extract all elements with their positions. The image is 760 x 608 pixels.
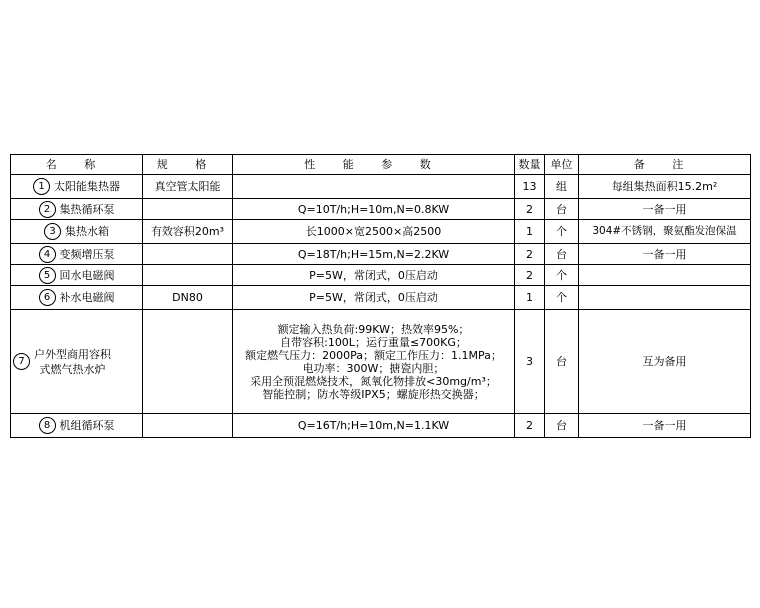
row-index-circle: 2 [39, 201, 56, 218]
table-row [11, 244, 751, 265]
table-row [11, 414, 751, 438]
cell-unit: 台 [545, 244, 579, 265]
cell-performance: P=5W，常闭式，0压启动 [233, 265, 515, 286]
equipment-name: 集热循环泵 [59, 202, 115, 216]
row-index-circle: 3 [44, 223, 61, 240]
table-row [11, 199, 751, 220]
cell-quantity: 13 [515, 175, 545, 199]
cell-spec [143, 265, 233, 286]
header-row [11, 155, 751, 175]
equipment-name: 户外型商用容积 式燃气热水炉 [34, 347, 111, 376]
cell-unit: 个 [545, 220, 579, 244]
cell-name [11, 244, 143, 265]
row-index-circle: 6 [39, 289, 56, 306]
cell-quantity: 2 [515, 414, 545, 438]
cell-remarks: 每组集热面积15.2m² [579, 175, 751, 199]
equipment-name: 机组循环泵 [59, 419, 115, 432]
cell-remarks: 304#不锈钢，聚氨酯发泡保温 [579, 220, 751, 244]
row-index-circle: 4 [39, 246, 56, 263]
performance-line: 电功率：300W；搪瓷内胆； [302, 361, 445, 375]
cell-spec: 真空管太阳能 [143, 175, 233, 199]
cell-performance: P=5W，常闭式，0压启动 [233, 286, 515, 310]
cell-spec [143, 310, 233, 414]
cell-quantity: 2 [515, 244, 545, 265]
cell-remarks: 一备一用 [579, 414, 751, 438]
cell-performance: Q=16T/h;H=10m,N=1.1KW [233, 414, 515, 438]
cell-spec: 有效容积20m³ [143, 220, 233, 244]
equipment-name: 回水电磁阀 [59, 268, 115, 282]
performance-line: 智能控制；防水等级IPX5；螺旋形热交换器； [262, 387, 485, 401]
cell-quantity: 2 [515, 265, 545, 286]
cell-remarks: 一备一用 [579, 199, 751, 220]
row-index-circle: 8 [39, 417, 56, 434]
cell-unit: 个 [545, 286, 579, 310]
cell-name [11, 310, 143, 414]
cell-performance: Q=18T/h;H=15m,N=2.2KW [233, 244, 515, 265]
performance-line: 额定输入热负荷:99KW；热效率95%； [277, 322, 470, 336]
header-remarks: 备 注 [579, 155, 751, 175]
cell-unit: 个 [545, 265, 579, 286]
cell-name [11, 286, 143, 310]
cell-name [11, 199, 143, 220]
cell-spec [143, 199, 233, 220]
table-row [11, 175, 751, 199]
cell-unit: 台 [545, 414, 579, 438]
cell-remarks: 互为备用 [579, 310, 751, 414]
performance-line: 采用全预混燃烧技术，氮氧化物排放<30mg/m³； [250, 374, 497, 388]
row-index-circle: 1 [33, 178, 50, 195]
equipment-name: 变频增压泵 [59, 247, 115, 261]
cell-remarks: 一备一用 [579, 244, 751, 265]
cell-name [11, 265, 143, 286]
performance-line: 额定燃气压力：2000Pa；额定工作压力：1.1MPa； [245, 348, 502, 362]
cell-unit: 组 [545, 175, 579, 199]
cell-unit: 台 [545, 310, 579, 414]
cell-quantity: 1 [515, 286, 545, 310]
equipment-name: 集热水箱 [65, 225, 109, 238]
cell-quantity: 1 [515, 220, 545, 244]
cell-spec [143, 414, 233, 438]
cell-spec [143, 244, 233, 265]
header-spec: 规 格 [143, 155, 233, 175]
row-index-circle: 7 [13, 353, 30, 370]
performance-line: 自带容积:100L；运行重量≤700KG； [280, 335, 467, 349]
cell-remarks [579, 286, 751, 310]
header-quantity: 数量 [515, 155, 545, 175]
cell-performance: Q=10T/h;H=10m,N=0.8KW [233, 199, 515, 220]
cell-performance [233, 310, 515, 414]
cell-name [11, 220, 143, 244]
cell-performance [233, 175, 515, 199]
cell-name [11, 175, 143, 199]
table-row [11, 220, 751, 244]
header-performance: 性 能 参 数 [233, 155, 515, 175]
table-row [11, 310, 751, 414]
cell-name [11, 414, 143, 438]
equipment-table [10, 154, 751, 438]
table-row [11, 286, 751, 310]
cell-quantity: 3 [515, 310, 545, 414]
cell-unit: 台 [545, 199, 579, 220]
equipment-name: 补水电磁阀 [59, 291, 115, 304]
header-name: 名 称 [11, 155, 143, 175]
row-index-circle: 5 [39, 267, 56, 284]
cell-spec: DN80 [143, 286, 233, 310]
cell-performance: 长1000×宽2500×高2500 [233, 220, 515, 244]
header-unit: 单位 [545, 155, 579, 175]
cell-quantity: 2 [515, 199, 545, 220]
equipment-name: 太阳能集热器 [54, 180, 120, 193]
cell-remarks [579, 265, 751, 286]
table-row [11, 265, 751, 286]
